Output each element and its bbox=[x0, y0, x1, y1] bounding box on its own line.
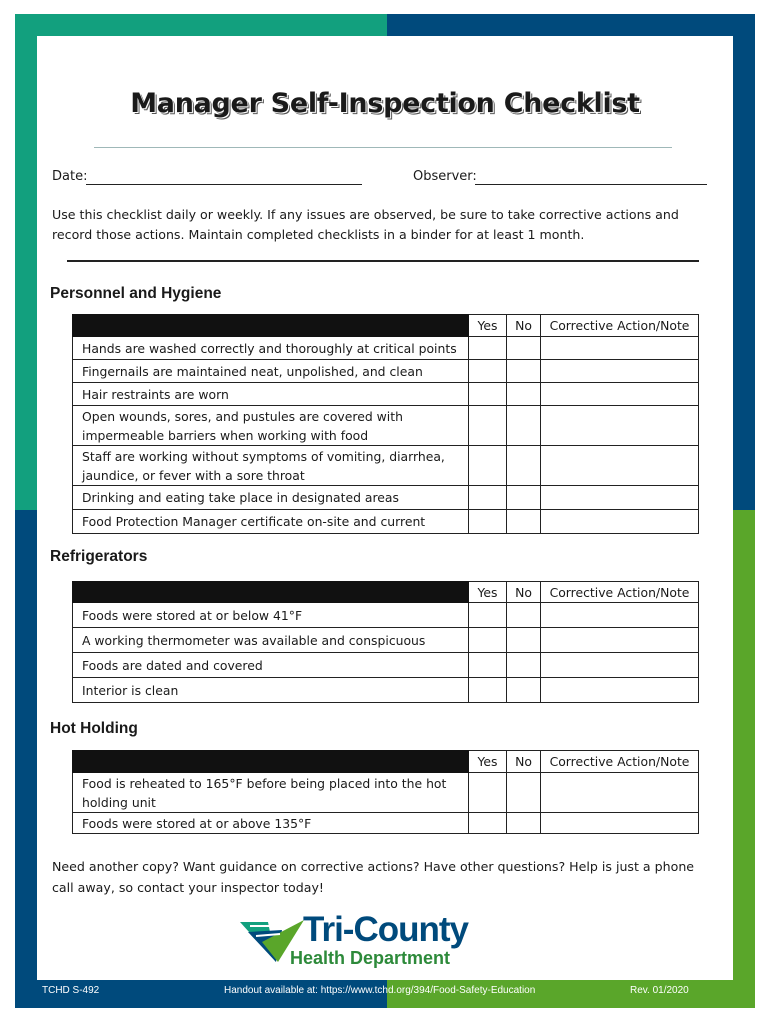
personnel-checklist-table bbox=[72, 314, 699, 534]
handout-link[interactable]: Handout available at: https://www.tchd.org/394/Food-Safety-Education bbox=[224, 985, 536, 996]
no-checkbox[interactable] bbox=[507, 628, 541, 653]
item-label: Food Protection Manager certificate on-site and current bbox=[73, 510, 469, 534]
column-no: No bbox=[507, 582, 541, 603]
no-checkbox[interactable] bbox=[507, 486, 541, 510]
table-header-row bbox=[73, 751, 699, 773]
column-yes: Yes bbox=[469, 751, 507, 773]
table-row bbox=[73, 446, 699, 486]
no-checkbox[interactable] bbox=[507, 678, 541, 703]
table-row bbox=[73, 813, 699, 834]
column-yes: Yes bbox=[469, 582, 507, 603]
section-title-personnel: Personnel and Hygiene bbox=[50, 285, 222, 302]
date-label: Date: bbox=[52, 169, 88, 184]
note-field[interactable] bbox=[541, 628, 699, 653]
yes-checkbox[interactable] bbox=[469, 510, 507, 534]
item-label: Open wounds, sores, and pustules are covered with impermeable barriers when working with food bbox=[73, 406, 469, 446]
no-checkbox[interactable] bbox=[507, 337, 541, 360]
item-label: Foods are dated and covered bbox=[73, 653, 469, 678]
revision-date: Rev. 01/2020 bbox=[630, 985, 689, 996]
title-divider bbox=[94, 147, 672, 148]
note-field[interactable] bbox=[541, 486, 699, 510]
yes-checkbox[interactable] bbox=[469, 773, 507, 813]
item-label: Interior is clean bbox=[73, 678, 469, 703]
item-label: Food is reheated to 165°F before being placed into the hot holding unit bbox=[73, 773, 469, 813]
note-field[interactable] bbox=[541, 446, 699, 486]
table-row bbox=[73, 486, 699, 510]
note-field[interactable] bbox=[541, 773, 699, 813]
logo-name: Tri-County bbox=[303, 910, 468, 949]
item-label: Drinking and eating take place in designated areas bbox=[73, 486, 469, 510]
no-checkbox[interactable] bbox=[507, 653, 541, 678]
no-checkbox[interactable] bbox=[507, 813, 541, 834]
yes-checkbox[interactable] bbox=[469, 446, 507, 486]
item-label: A working thermometer was available and conspicuous bbox=[73, 628, 469, 653]
logo-subtitle: Health Department bbox=[290, 948, 451, 968]
no-checkbox[interactable] bbox=[507, 406, 541, 446]
note-field[interactable] bbox=[541, 406, 699, 446]
form-id: TCHD S-492 bbox=[42, 985, 100, 996]
observer-label: Observer: bbox=[413, 169, 477, 184]
yes-checkbox[interactable] bbox=[469, 337, 507, 360]
table-row bbox=[73, 773, 699, 813]
yes-checkbox[interactable] bbox=[469, 360, 507, 383]
closing-text: Need another copy? Want guidance on corrective actions? Have other questions? Help is just a phone call away, so contact your inspector today! bbox=[52, 859, 695, 895]
column-note: Corrective Action/Note bbox=[541, 751, 699, 773]
item-label: Fingernails are maintained neat, unpolished, and clean bbox=[73, 360, 469, 383]
yes-checkbox[interactable] bbox=[469, 603, 507, 628]
table-row bbox=[73, 678, 699, 703]
table-row bbox=[73, 653, 699, 678]
yes-checkbox[interactable] bbox=[469, 653, 507, 678]
item-label: Foods were stored at or below 41°F bbox=[73, 603, 469, 628]
table-header-row bbox=[73, 315, 699, 337]
table-row bbox=[73, 628, 699, 653]
column-note: Corrective Action/Note bbox=[541, 582, 699, 603]
page-title: Manager Self-Inspection Checklist bbox=[130, 88, 640, 119]
no-checkbox[interactable] bbox=[507, 603, 541, 628]
item-label: Staff are working without symptoms of vomiting, diarrhea, jaundice, or fever with a sore throat bbox=[73, 446, 469, 486]
yes-checkbox[interactable] bbox=[469, 678, 507, 703]
hot-holding-checklist-table bbox=[72, 750, 699, 834]
no-checkbox[interactable] bbox=[507, 446, 541, 486]
tri-county-logo bbox=[238, 910, 498, 974]
no-checkbox[interactable] bbox=[507, 360, 541, 383]
header-dark-cell bbox=[73, 582, 469, 603]
table-row bbox=[73, 360, 699, 383]
table-row bbox=[73, 603, 699, 628]
column-note: Corrective Action/Note bbox=[541, 315, 699, 337]
section-title-hot-holding: Hot Holding bbox=[50, 720, 138, 737]
item-label: Hands are washed correctly and thoroughly at critical points bbox=[73, 337, 469, 360]
no-checkbox[interactable] bbox=[507, 510, 541, 534]
note-field[interactable] bbox=[541, 337, 699, 360]
yes-checkbox[interactable] bbox=[469, 628, 507, 653]
note-field[interactable] bbox=[541, 510, 699, 534]
table-row bbox=[73, 510, 699, 534]
note-field[interactable] bbox=[541, 653, 699, 678]
note-field[interactable] bbox=[541, 383, 699, 406]
observer-field[interactable] bbox=[475, 184, 707, 185]
column-no: No bbox=[507, 315, 541, 337]
no-checkbox[interactable] bbox=[507, 383, 541, 406]
column-yes: Yes bbox=[469, 315, 507, 337]
section-divider bbox=[67, 260, 699, 262]
section-title-refrigerators: Refrigerators bbox=[50, 548, 148, 565]
item-label: Foods were stored at or above 135°F bbox=[73, 813, 469, 834]
no-checkbox[interactable] bbox=[507, 773, 541, 813]
table-row bbox=[73, 383, 699, 406]
table-header-row bbox=[73, 582, 699, 603]
column-no: No bbox=[507, 751, 541, 773]
header-dark-cell bbox=[73, 751, 469, 773]
date-field[interactable] bbox=[86, 184, 362, 185]
yes-checkbox[interactable] bbox=[469, 406, 507, 446]
table-row bbox=[73, 406, 699, 446]
instructions-text: Use this checklist daily or weekly. If any issues are observed, be sure to take corrective actions and record those actions. Maintain completed checklists in a binder for at least 1 month. bbox=[52, 207, 679, 242]
yes-checkbox[interactable] bbox=[469, 486, 507, 510]
note-field[interactable] bbox=[541, 360, 699, 383]
yes-checkbox[interactable] bbox=[469, 813, 507, 834]
note-field[interactable] bbox=[541, 813, 699, 834]
note-field[interactable] bbox=[541, 603, 699, 628]
yes-checkbox[interactable] bbox=[469, 383, 507, 406]
refrigerators-checklist-table bbox=[72, 581, 699, 703]
table-row bbox=[73, 337, 699, 360]
header-dark-cell bbox=[73, 315, 469, 337]
item-label: Hair restraints are worn bbox=[73, 383, 469, 406]
note-field[interactable] bbox=[541, 678, 699, 703]
